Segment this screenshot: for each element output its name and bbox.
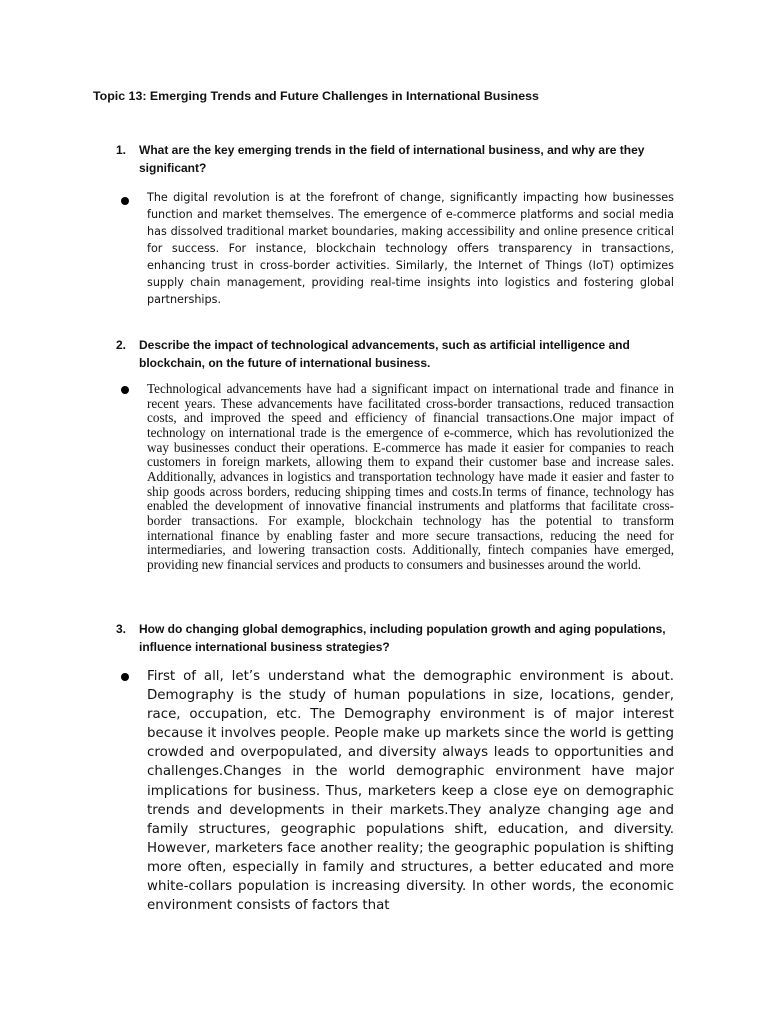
bullet-icon [121,197,129,205]
question-text: What are the key emerging trends in the field of international business, and why are they significant? [139,143,645,175]
question-2 [116,336,686,372]
bullet-icon [121,386,129,394]
answer-1-text: The digital revolution is at the forefront of change, significantly impacting how businesses function and market themselves. The emergence of e-commerce platforms and social media has dissolved traditional market boundaries, making accessibility and online presence critical for success. For instance, blockchain technology offers transparency in transactions, enhancing trust in cross-border activities. Similarly, the Internet of Things (IoT) optimizes supply chain management, providing real-time insights into logistics and fostering global partnerships. [147,191,674,306]
answer-3-text: First of all, let’s understand what the demographic environment is about. Demography is the study of human populations in size, locations, gender, race, occupation, etc. The Demography environment is of major interest because it involves people. People make up markets since the world is getting crowded and overpopulated, and diversity always leads to opportunities and challenges.Changes in the world demographic environment have major implications for business. Thus, marketers keep a close eye on demographic trends and developments in their markets.They analyze changing age and family structures, geographic populations shift, education, and diversity. However, marketers face another reality; the geographic population is shifting more often, especially in family and structures, a better educated and more white-collars population is increasing diversity. In other words, the economic environment consists of factors that [147,669,674,914]
question-text: Describe the impact of technological advancements, such as artificial intelligence and blockchain, on the future of international business. [139,338,630,370]
topic-title: Topic 13: Emerging Trends and Future Challenges in International Business [93,89,539,103]
question-number: 2. [116,338,127,352]
question-1 [116,141,686,177]
question-number: 1. [116,143,127,157]
question-text: How do changing global demographics, including population growth and aging populations, influence international business strategies? [139,622,666,654]
question-number: 3. [116,622,127,636]
question-3 [116,620,686,656]
bullet-icon [121,673,129,681]
answer-2-text: Technological advancements have had a significant impact on international trade and finance in recent years. These advancements have facilitated cross-border transactions, reduced transaction costs, and improved the speed and efficiency of financial transactions.One major impact of technology on international trade is the emergence of e-commerce, which has revolutionized the way businesses conduct their operations. E-commerce has made it easier for companies to reach customers in foreign markets, allowing them to expand their customer base and increase sales. Additionally, advances in logistics and transportation technology have made it easier and faster to ship goods across borders, reducing shipping times and costs.In terms of finance, technology has enabled the development of innovative financial instruments and platforms that facilitate cross-border transactions. For example, blockchain technology has the potential to transform international finance by enabling faster and more secure transactions, reducing the need for intermediaries, and lowering transaction costs. Additionally, fintech companies have emerged, providing new financial services and products to consumers and businesses around the world. [147,381,674,572]
